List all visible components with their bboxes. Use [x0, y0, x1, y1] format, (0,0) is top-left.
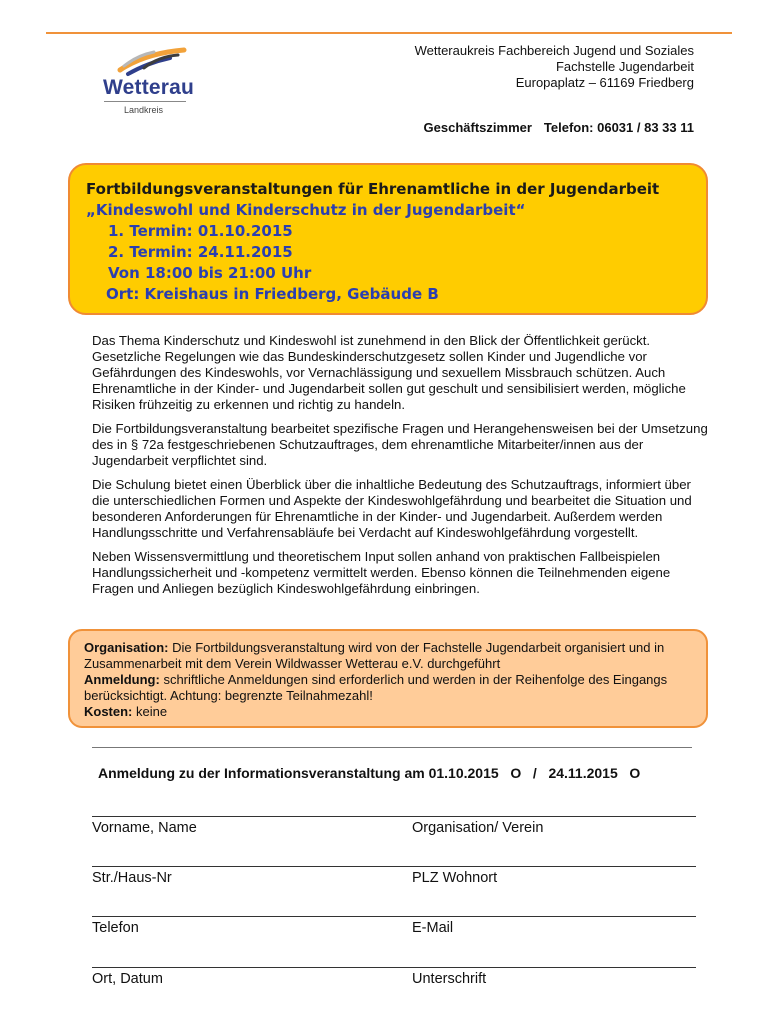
event-title: Fortbildungsveranstaltungen für Ehrenamtliche in der Jugendarbeit [86, 180, 660, 198]
cost-text: keine [132, 704, 168, 719]
address-line-1: Wetteraukreis Fachbereich Jugend und Soziales [414, 43, 694, 58]
logo-subtitle: Landkreis [124, 105, 164, 115]
zip-field-label: PLZ Wohnort [412, 870, 498, 886]
body-text [92, 333, 712, 605]
signature-field-label: Unterschrift [412, 971, 487, 987]
registration-heading: Anmeldung zu der Informationsveranstaltung am 01.10.2015 O / 24.11.2015 O [98, 765, 641, 781]
organisation-info-box [68, 629, 708, 728]
form-line [92, 866, 696, 867]
form-row-name [92, 816, 696, 836]
place-date-field-label: Ort, Datum [92, 971, 163, 987]
registration-label: Anmeldung: [84, 672, 160, 687]
address-line-2: Fachstelle Jugendarbeit [555, 59, 694, 74]
cost-label: Kosten: [84, 704, 133, 719]
name-field-label: Vorname, Name [92, 820, 197, 836]
top-divider [46, 32, 732, 34]
organisation-label: Organisation: [84, 640, 169, 655]
office-label: Geschäftszimmer [423, 120, 532, 135]
form-separator [92, 747, 692, 748]
address-line-3: Europaplatz – 61169 Friedberg [515, 75, 694, 90]
sender-address [415, 43, 694, 91]
event-headline-box [68, 163, 708, 315]
form-row-signature [92, 967, 696, 987]
form-row-contact [92, 916, 696, 936]
form-line [92, 916, 696, 917]
organisation-line [84, 640, 706, 672]
registration-line [84, 672, 706, 704]
form-row-address [92, 866, 696, 886]
email-field-label: E-Mail [412, 920, 454, 936]
event-date-2: 2. Termin: 24.11.2015 [108, 243, 293, 261]
registration-text: schriftliche Anmeldungen sind erforderlich und werden in der Reihenfolge des Eingangs berücksichtigt. Achtung: begrenzte Teilnahmezahl! [84, 672, 668, 703]
phone-field-label: Telefon [92, 920, 139, 936]
cost-line [84, 704, 706, 720]
event-subtitle: „Kindeswohl und Kinderschutz in der Jugendarbeit“ [86, 201, 526, 219]
event-location: Ort: Kreishaus in Friedberg, Gebäude B [106, 285, 439, 303]
organisation-field-label: Organisation/ Verein [412, 820, 544, 836]
office-contact [424, 120, 694, 135]
paragraph-4: Neben Wissensvermittlung und theoretischem Input sollen anhand von praktischen Fallbeispielen Handlungssicherheit und -kompetenz vermittelt werden. Ebenso können die Teilnehmenden eigene Fragen und Anliegen bezüglich Kindeswohlgefährdung einbringen. [92, 549, 671, 596]
logo-wordmark: Wetterau [103, 76, 195, 99]
organisation-text: Die Fortbildungsveranstaltung wird von der Fachstelle Jugendarbeit organisiert und in Zusammenarbeit mit dem Verein Wildwasser Wetterau e.V. durchgeführt [84, 640, 665, 671]
event-date-1: 1. Termin: 01.10.2015 [108, 222, 293, 240]
paragraph-1: Das Thema Kinderschutz und Kindeswohl ist zunehmend in den Blick der Öffentlichkeit gerückt. Gesetzliche Regelungen wie das Bundeskinderschutzgesetz sollen Kinder und Jugendliche vor Gefährdungen des Kindeswohls, vor Vernachlässigung und sexuellem Missbrauch schützen. Auch Ehrenamtliche in der Kinder- und Jugendarbeit sollen gut geschult und sensibilisiert werden, mögliche Risiken frühzeitig zu erkennen und richtig zu handeln. [92, 333, 686, 412]
paragraph-3: Die Schulung bietet einen Überblick über die inhaltliche Bedeutung des Schutzauftrags, informiert über die unterschiedlichen Formen und Aspekte der Kindeswohlgefährdung und bearbeitet die Situation und besonderen Anforderungen für Ehrenamtliche in der Kinder- und Jugendarbeit. Außerdem werden Handlungsschritte und Verfahrensabläufe bei Verdacht auf Kindeswohlgefährdung vorgestellt. [92, 477, 692, 540]
logo-rule [104, 101, 186, 102]
form-line [92, 967, 696, 968]
office-phone: Telefon: 06031 / 83 33 11 [543, 120, 694, 135]
street-field-label: Str./Haus-Nr [92, 870, 172, 886]
event-time: Von 18:00 bis 21:00 Uhr [108, 264, 312, 282]
paragraph-2: Die Fortbildungsveranstaltung bearbeitet spezifische Fragen und Herangehensweisen bei der Umsetzung des in § 72a festgeschriebenen Schutzauftrages, dem ehrenamtliche Mitarbeiter/innen aus der Jugendarbeit verpflichtet sind. [92, 421, 708, 468]
form-line [92, 816, 696, 817]
